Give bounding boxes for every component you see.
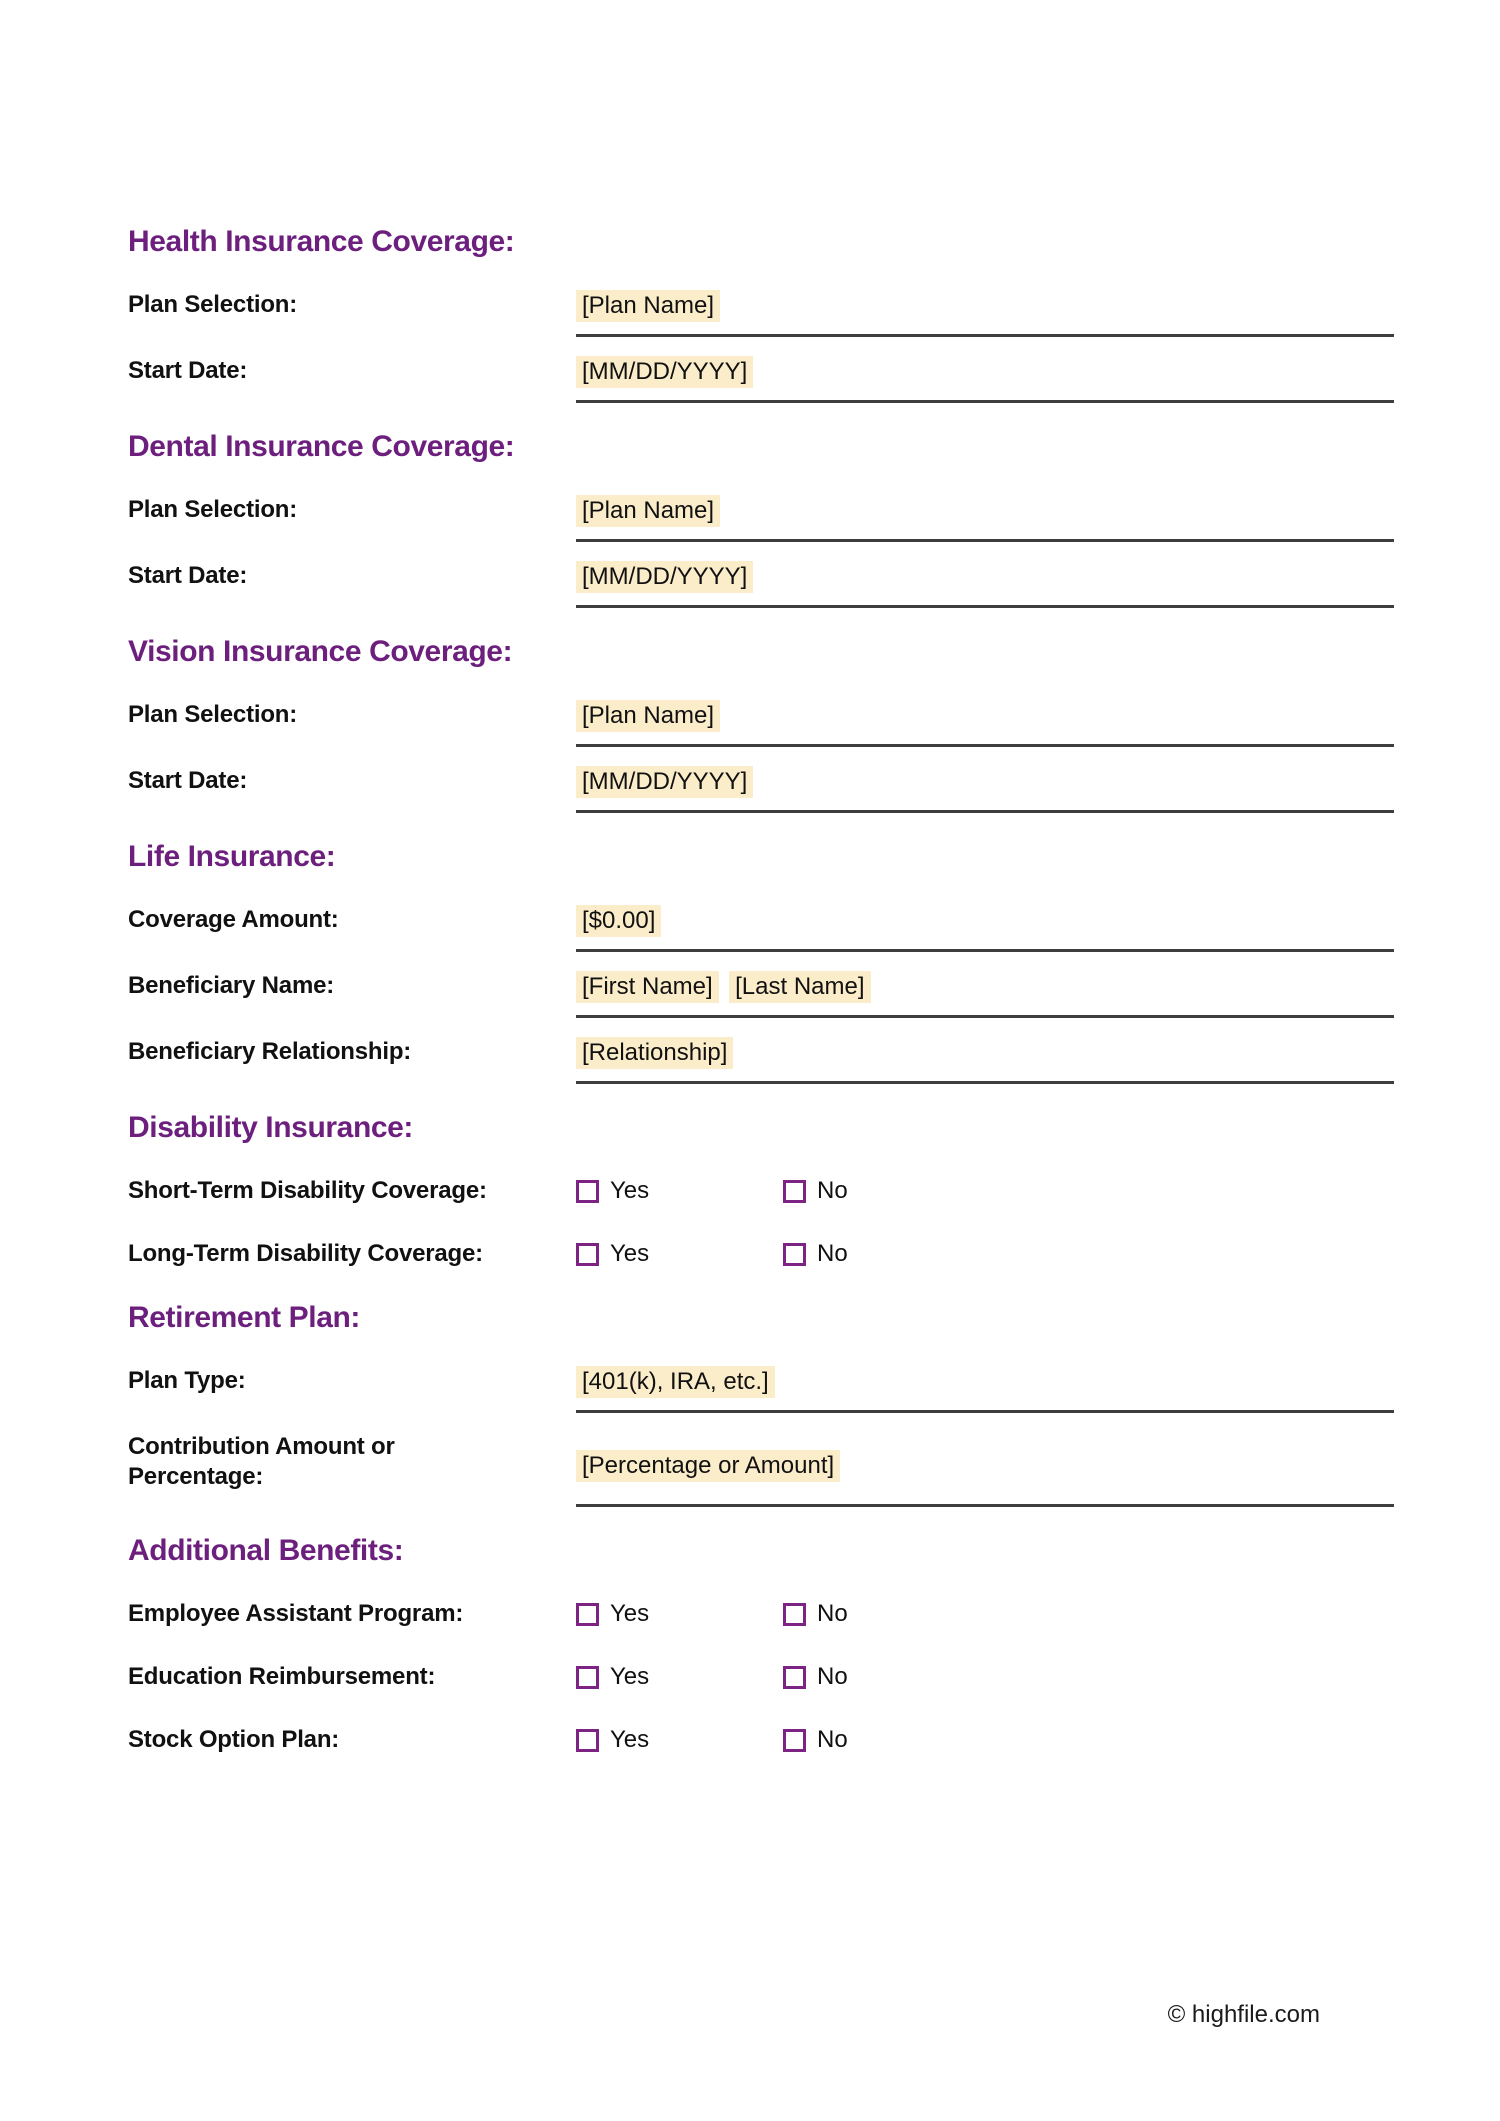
stock-option-plan-no-option[interactable] bbox=[783, 1725, 848, 1755]
retirement-plan-type-placeholder: [401(k), IRA, etc.] bbox=[576, 1366, 775, 1398]
retirement-plan-type-input[interactable] bbox=[576, 1366, 1394, 1413]
yes-option-label: Yes bbox=[610, 1600, 650, 1627]
short-term-disability-no-option[interactable] bbox=[783, 1176, 848, 1206]
no-option-label: No bbox=[817, 1600, 848, 1627]
life-coverage-amount-row bbox=[128, 905, 1394, 952]
vision-plan-selection-row bbox=[128, 700, 1394, 747]
retirement-contribution-placeholder: [Percentage or Amount] bbox=[576, 1450, 840, 1482]
vision-start-date-row bbox=[128, 766, 1394, 813]
dental-start-date-input[interactable] bbox=[576, 561, 1394, 608]
yes-option-label: Yes bbox=[610, 1177, 650, 1204]
section-life-insurance bbox=[128, 841, 1394, 1084]
stock-option-plan-no-checkbox[interactable] bbox=[783, 1729, 806, 1752]
employee-assistant-program-no-option[interactable] bbox=[783, 1599, 848, 1629]
long-term-disability-yes-checkbox[interactable] bbox=[576, 1243, 599, 1266]
retirement-plan-heading: Retirement Plan: bbox=[128, 1301, 360, 1334]
short-term-disability-options bbox=[576, 1176, 1394, 1206]
long-term-disability-yes-option[interactable] bbox=[576, 1239, 783, 1269]
short-term-disability-label: Short-Term Disability Coverage: bbox=[128, 1177, 487, 1204]
life-beneficiary-relationship-input[interactable] bbox=[576, 1037, 1394, 1084]
health-plan-selection-row bbox=[128, 290, 1394, 337]
section-disability-insurance bbox=[128, 1112, 1394, 1269]
yes-option-label: Yes bbox=[610, 1240, 650, 1267]
health-plan-selection-input[interactable] bbox=[576, 290, 1394, 337]
employee-assistant-program-row bbox=[128, 1599, 1394, 1629]
long-term-disability-options bbox=[576, 1239, 1394, 1269]
short-term-disability-yes-option[interactable] bbox=[576, 1176, 783, 1206]
short-term-disability-no-checkbox[interactable] bbox=[783, 1180, 806, 1203]
additional-benefits-heading: Additional Benefits: bbox=[128, 1534, 404, 1567]
life-coverage-amount-input[interactable] bbox=[576, 905, 1394, 952]
life-beneficiary-relationship-placeholder: [Relationship] bbox=[576, 1037, 733, 1069]
no-option-label: No bbox=[817, 1240, 848, 1267]
section-retirement-plan bbox=[128, 1302, 1394, 1507]
retirement-contribution-label: Contribution Amount or Percentage: bbox=[128, 1433, 395, 1490]
health-start-date-label: Start Date: bbox=[128, 357, 248, 384]
stock-option-plan-label: Stock Option Plan: bbox=[128, 1726, 340, 1753]
health-insurance-heading: Health Insurance Coverage: bbox=[128, 225, 515, 258]
copyright-footer: © highfile.com bbox=[1167, 2001, 1320, 2028]
life-beneficiary-last-name-placeholder: [Last Name] bbox=[729, 971, 870, 1003]
life-beneficiary-name-label: Beneficiary Name: bbox=[128, 972, 335, 999]
retirement-plan-type-label: Plan Type: bbox=[128, 1367, 246, 1394]
no-option-label: No bbox=[817, 1177, 848, 1204]
section-health-insurance bbox=[128, 226, 1394, 403]
education-reimbursement-yes-option[interactable] bbox=[576, 1662, 783, 1692]
life-beneficiary-name-input[interactable] bbox=[576, 971, 1394, 1018]
employee-assistant-program-options bbox=[576, 1599, 1394, 1629]
stock-option-plan-row bbox=[128, 1725, 1394, 1755]
education-reimbursement-label: Education Reimbursement: bbox=[128, 1663, 436, 1690]
short-term-disability-row bbox=[128, 1176, 1394, 1206]
long-term-disability-label: Long-Term Disability Coverage: bbox=[128, 1240, 483, 1267]
long-term-disability-row bbox=[128, 1239, 1394, 1269]
retirement-plan-type-row bbox=[128, 1366, 1394, 1413]
retirement-contribution-row bbox=[128, 1432, 1394, 1507]
education-reimbursement-options bbox=[576, 1662, 1394, 1692]
yes-option-label: Yes bbox=[610, 1726, 650, 1753]
section-additional-benefits bbox=[128, 1535, 1394, 1755]
dental-plan-selection-row bbox=[128, 495, 1394, 542]
education-reimbursement-no-checkbox[interactable] bbox=[783, 1666, 806, 1689]
dental-plan-selection-input[interactable] bbox=[576, 495, 1394, 542]
vision-start-date-input[interactable] bbox=[576, 766, 1394, 813]
health-start-date-input[interactable] bbox=[576, 356, 1394, 403]
life-beneficiary-first-name-placeholder: [First Name] bbox=[576, 971, 719, 1003]
yes-option-label: Yes bbox=[610, 1663, 650, 1690]
life-coverage-amount-placeholder: [$0.00] bbox=[576, 905, 661, 937]
life-beneficiary-name-row bbox=[128, 971, 1394, 1018]
long-term-disability-no-option[interactable] bbox=[783, 1239, 848, 1269]
vision-plan-selection-placeholder: [Plan Name] bbox=[576, 700, 720, 732]
long-term-disability-no-checkbox[interactable] bbox=[783, 1243, 806, 1266]
employee-assistant-program-yes-checkbox[interactable] bbox=[576, 1603, 599, 1626]
vision-plan-selection-input[interactable] bbox=[576, 700, 1394, 747]
stock-option-plan-options bbox=[576, 1725, 1394, 1755]
vision-start-date-label: Start Date: bbox=[128, 767, 248, 794]
dental-plan-selection-placeholder: [Plan Name] bbox=[576, 495, 720, 527]
dental-start-date-row bbox=[128, 561, 1394, 608]
section-dental-insurance bbox=[128, 431, 1394, 608]
disability-insurance-heading: Disability Insurance: bbox=[128, 1111, 414, 1144]
stock-option-plan-yes-option[interactable] bbox=[576, 1725, 783, 1755]
health-plan-selection-label: Plan Selection: bbox=[128, 291, 298, 318]
short-term-disability-yes-checkbox[interactable] bbox=[576, 1180, 599, 1203]
education-reimbursement-yes-checkbox[interactable] bbox=[576, 1666, 599, 1689]
dental-insurance-heading: Dental Insurance Coverage: bbox=[128, 430, 515, 463]
section-vision-insurance bbox=[128, 636, 1394, 813]
life-beneficiary-relationship-row bbox=[128, 1037, 1394, 1084]
employee-assistant-program-no-checkbox[interactable] bbox=[783, 1603, 806, 1626]
retirement-contribution-input[interactable] bbox=[576, 1432, 1394, 1507]
employee-assistant-program-yes-option[interactable] bbox=[576, 1599, 783, 1629]
vision-insurance-heading: Vision Insurance Coverage: bbox=[128, 635, 513, 668]
health-start-date-row bbox=[128, 356, 1394, 403]
employee-assistant-program-label: Employee Assistant Program: bbox=[128, 1600, 464, 1627]
dental-start-date-label: Start Date: bbox=[128, 562, 248, 589]
stock-option-plan-yes-checkbox[interactable] bbox=[576, 1729, 599, 1752]
vision-plan-selection-label: Plan Selection: bbox=[128, 701, 298, 728]
dental-plan-selection-label: Plan Selection: bbox=[128, 496, 298, 523]
life-coverage-amount-label: Coverage Amount: bbox=[128, 906, 339, 933]
no-option-label: No bbox=[817, 1726, 848, 1753]
education-reimbursement-no-option[interactable] bbox=[783, 1662, 848, 1692]
life-insurance-heading: Life Insurance: bbox=[128, 840, 336, 873]
health-plan-selection-placeholder: [Plan Name] bbox=[576, 290, 720, 322]
education-reimbursement-row bbox=[128, 1662, 1394, 1692]
dental-start-date-placeholder: [MM/DD/YYYY] bbox=[576, 561, 753, 593]
vision-start-date-placeholder: [MM/DD/YYYY] bbox=[576, 766, 753, 798]
no-option-label: No bbox=[817, 1663, 848, 1690]
life-beneficiary-relationship-label: Beneficiary Relationship: bbox=[128, 1038, 412, 1065]
health-start-date-placeholder: [MM/DD/YYYY] bbox=[576, 356, 753, 388]
